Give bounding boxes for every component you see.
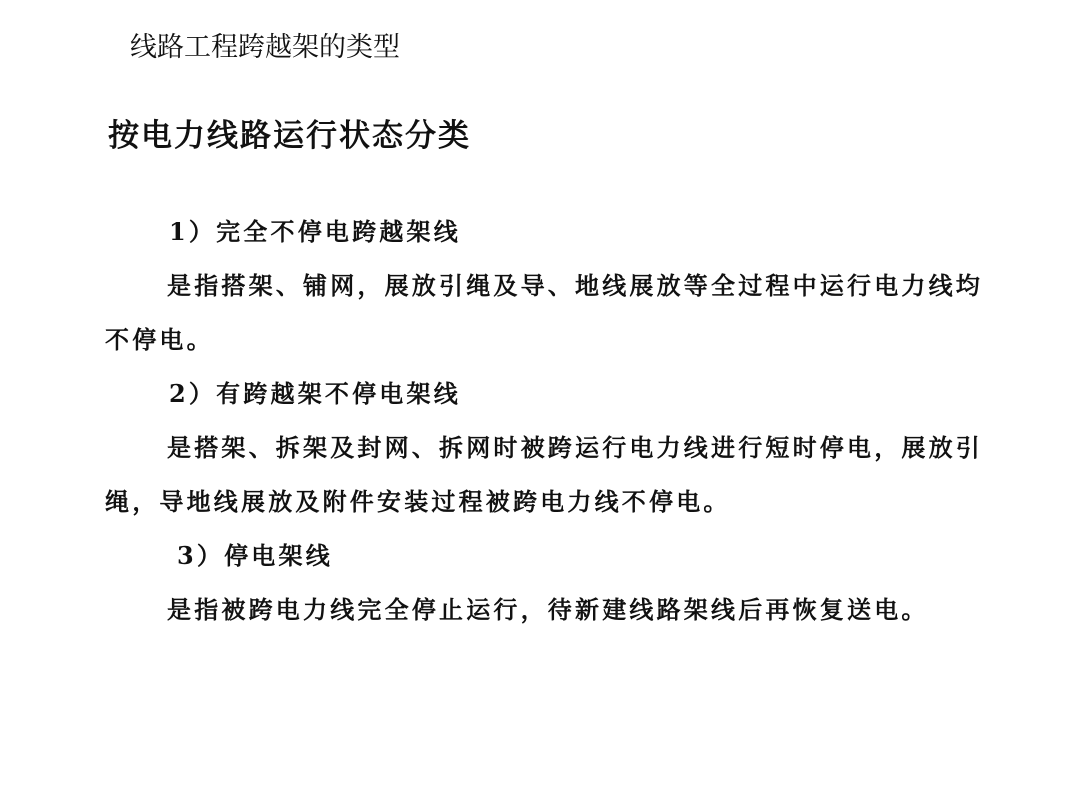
item-3-title: 3）停电架线	[177, 541, 333, 570]
item-3-description: 是指被跨电力线完全停止运行，待新建线路架线后再恢复送电。	[167, 595, 929, 624]
item-2-title: 2）有跨越架不停电架线	[169, 379, 461, 408]
page-title: 线路工程跨越架的类型	[130, 32, 400, 63]
item-2-description: 是搭架、拆架及封网、拆网时被跨运行电力线进行短时停电，展放引绳，导地线展放及附件安装过程被跨电力线不停电。	[105, 433, 983, 516]
section-heading: 按电力线路运行状态分类	[108, 118, 471, 154]
item-1-description: 是指搭架、铺网，展放引绳及导、地线展放等全过程中运行电力线均不停电。	[105, 271, 983, 354]
content-body	[105, 205, 985, 637]
item-1-title: 1）完全不停电跨越架线	[169, 217, 461, 246]
